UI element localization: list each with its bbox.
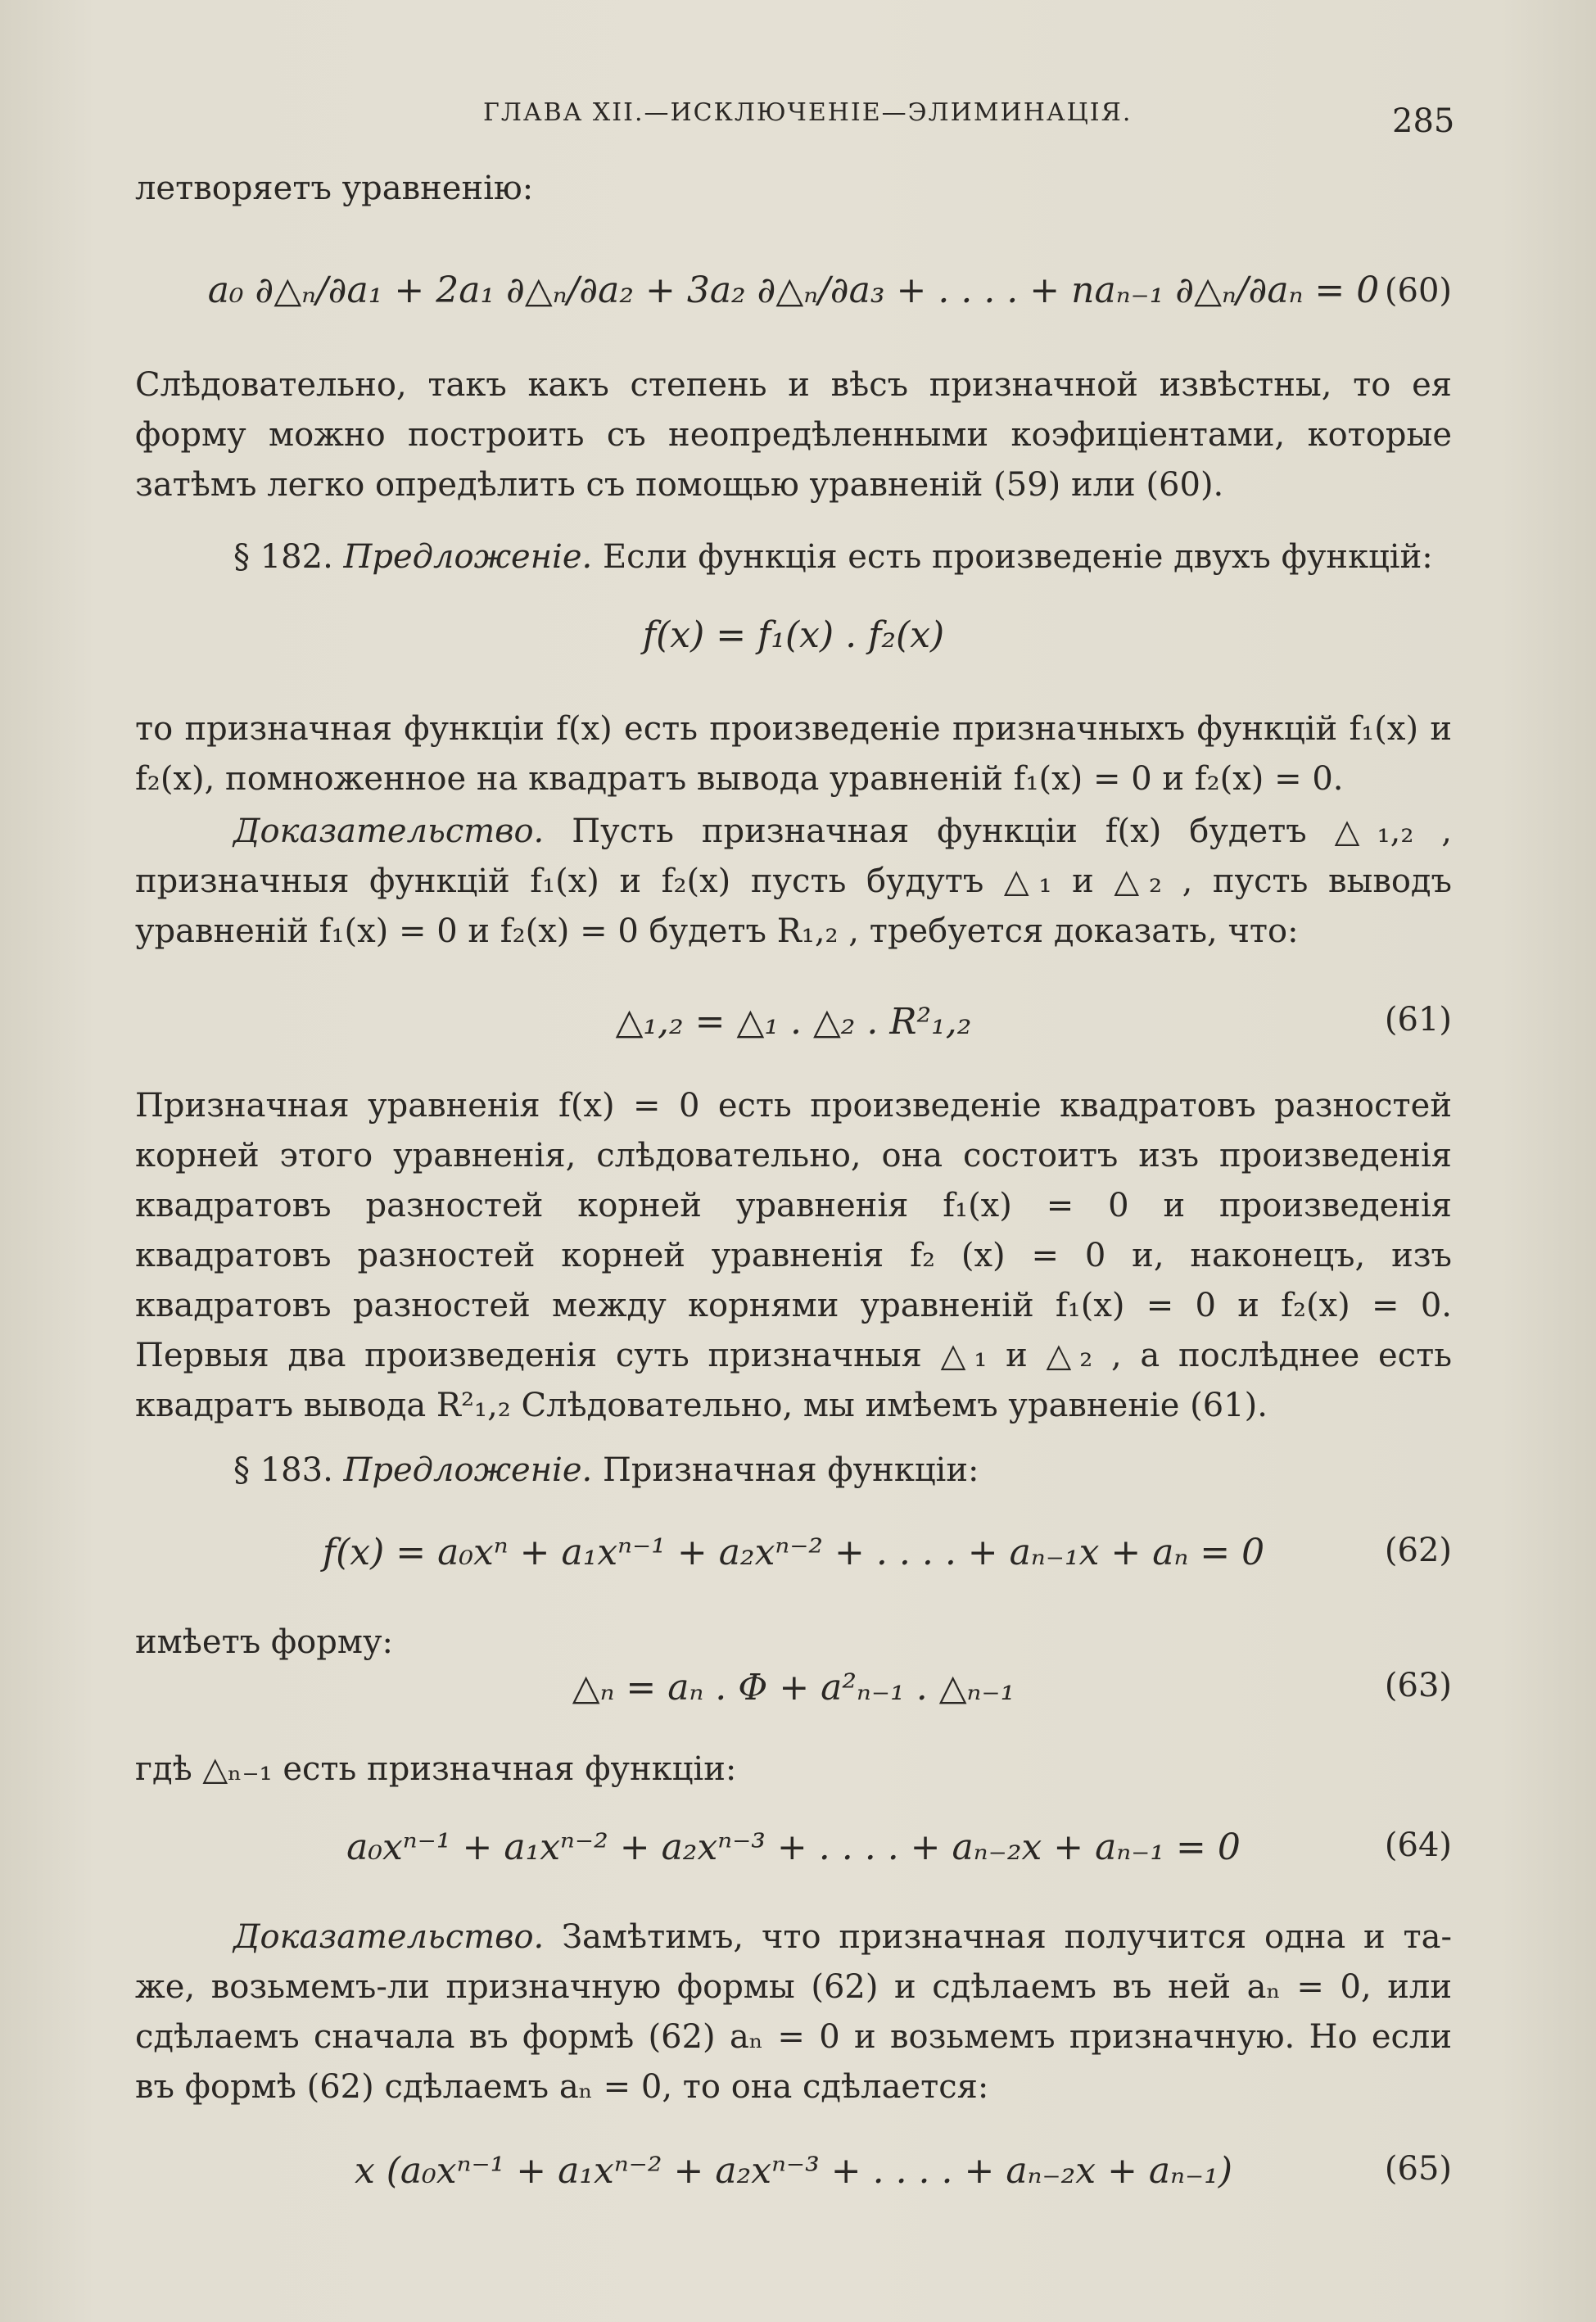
equation-f-product xyxy=(135,614,1452,663)
page-number: 285 xyxy=(1392,102,1455,140)
equation-64 xyxy=(135,1826,1452,1876)
equation-62-text: f(x) = a₀xⁿ + a₁xⁿ⁻¹ + a₂xⁿ⁻² + . . . . + aₙ₋₁x + aₙ = 0 xyxy=(322,1532,1265,1573)
paragraph-where: гдѣ △ₙ₋₁ есть призначная функціи: xyxy=(135,1750,737,1788)
equation-65 xyxy=(135,2150,1452,2199)
section-182-text: Если функція есть произведеніе двухъ функцій: xyxy=(602,538,1433,576)
paragraph-discriminant-explanation: Призначная уравненія f(x) = 0 есть произведеніе квадратовъ разностей корней этого уравненія, слѣдовательно, она состоитъ изъ произведенія квадратовъ разностей корней уравненія f₁(x) = 0 и произведенія квадратовъ разностей корней уравненія f₂ (x) = 0 и, наконецъ, изъ квадратовъ разностей между корнями уравненій f₁(x) = 0 и f₂(x) = 0. Первыя два произведенія суть призначныя △₁ и △₂ , а послѣднее есть квадратъ вывода R²₁,₂ Слѣдовательно, мы имѣемъ уравненіе (61). xyxy=(135,1087,1452,1424)
proof-2-paragraph xyxy=(135,1912,1452,2112)
proof-2-title: Доказательство. xyxy=(233,1918,545,1956)
section-183-number: § 183. xyxy=(233,1451,333,1489)
paragraph-continuation: летворяетъ уравненію: xyxy=(135,170,534,207)
equation-62-number: (62) xyxy=(1384,1532,1452,1569)
equation-60-number: (60) xyxy=(1384,272,1452,310)
equation-61-number: (61) xyxy=(1384,1001,1452,1039)
section-182-title: Предложеніе. xyxy=(343,538,593,576)
paragraph-degree-weight: Слѣдовательно, такъ какъ степень и вѣсъ призначной извѣстны, то ея форму можно построить съ неопредѣленными коэфиціентами, которые затѣмъ легко опредѣлить съ помощью уравненій (59) или (60). xyxy=(135,366,1452,504)
equation-63-number: (63) xyxy=(1384,1667,1452,1704)
section-183-heading xyxy=(135,1446,1452,1496)
equation-60-text: a₀ ∂△ₙ/∂a₁ + 2a₁ ∂△ₙ/∂a₂ + 3a₂ ∂△ₙ/∂a₃ + . . . . + naₙ₋₁ ∂△ₙ/∂aₙ = 0 xyxy=(207,269,1380,311)
section-183-text: Призначная функціи: xyxy=(602,1451,979,1489)
equation-64-number: (64) xyxy=(1384,1826,1452,1864)
proof-1-title: Доказательство. xyxy=(233,812,545,850)
equation-f-product-text: f(x) = f₁(x) . f₂(x) xyxy=(642,614,945,656)
equation-60 xyxy=(135,246,1452,336)
equation-64-text: a₀xⁿ⁻¹ + a₁xⁿ⁻² + a₂xⁿ⁻³ + . . . . + aₙ₋₂x + aₙ₋₁ = 0 xyxy=(346,1826,1241,1868)
section-182-heading xyxy=(135,532,1452,582)
equation-62 xyxy=(135,1532,1452,1581)
section-183-title: Предложеніе. xyxy=(343,1451,593,1489)
equation-63-text: △ₙ = aₙ . Φ + a²ₙ₋₁ . △ₙ₋₁ xyxy=(572,1667,1015,1709)
proof-1-paragraph xyxy=(135,807,1452,957)
running-head: ГЛАВА XII.—ИСКЛЮЧЕНІЕ—ЭЛИМИНАЦІЯ. xyxy=(483,98,1133,127)
paragraph-has-form: имѣетъ форму: xyxy=(135,1623,393,1661)
equation-65-number: (65) xyxy=(1384,2150,1452,2188)
equation-63 xyxy=(135,1667,1452,1716)
proof-1-text: Пусть призначная функціи f(x) будетъ △₁,₂ , призначныя функцій f₁(x) и f₂(x) пусть будутъ △₁ и △₂ , пусть выводъ уравненій f₁(x) = 0 и f₂(x) = 0 будетъ R₁,₂ , требуется доказать, что: xyxy=(135,812,1453,950)
equation-65-text: x (a₀xⁿ⁻¹ + a₁xⁿ⁻² + a₂xⁿ⁻³ + . . . . + aₙ₋₂x + aₙ₋₁) xyxy=(354,2150,1233,2192)
section-182-number: § 182. xyxy=(233,538,333,576)
proof-2-text: Замѣтимъ, что призначная получится одна и та-же, возьмемъ-ли призначную формы (62) и сдѣлаемъ въ ней aₙ = 0, или сдѣлаемъ сначала въ формѣ (62) aₙ = 0 и возьмемъ призначную. Но если въ формѣ (62) сдѣлаемъ aₙ = 0, то она сдѣлается: xyxy=(135,1918,1452,2106)
equation-61 xyxy=(135,1001,1452,1050)
paragraph-product-statement: то призначная функціи f(x) есть произведеніе призначныхъ функцій f₁(x) и f₂(x), помноженное на квадратъ вывода уравненій f₁(x) = 0 и f₂(x) = 0. xyxy=(135,710,1452,798)
equation-61-text: △₁,₂ = △₁ . △₂ . R²₁,₂ xyxy=(615,1001,972,1043)
